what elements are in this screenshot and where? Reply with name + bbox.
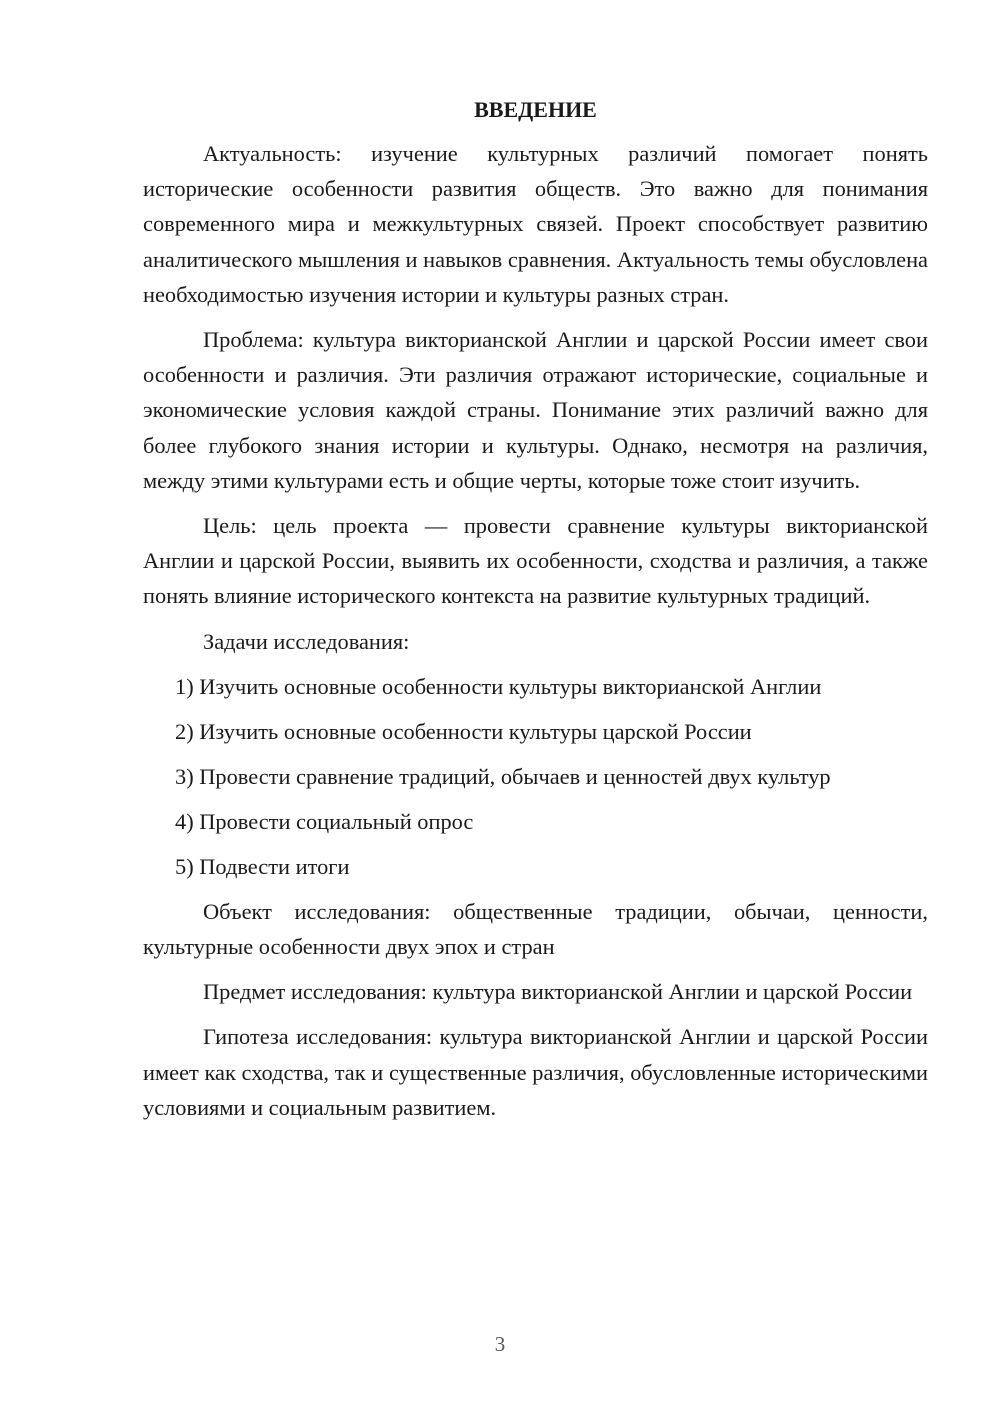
tasks-list bbox=[143, 669, 928, 884]
subject-paragraph: Предмет исследования: культура викторианской Англии и царской России bbox=[203, 979, 913, 1005]
object-paragraph: Объект исследования: общественные традиции, обычаи, ценности, культурные особенности двух эпох и стран bbox=[143, 898, 928, 960]
page-number: 3 bbox=[494, 1332, 506, 1356]
list-item: 5) Подвести итоги bbox=[175, 853, 350, 879]
hypothesis-paragraph: Гипотеза исследования: культура викторианской Англии и царской России имеет как сходства, так и существенные различия, обусловленные историческими условиями и социальным развитием. bbox=[143, 1024, 928, 1120]
list-item: 1) Изучить основные особенности культуры викторианской Англии bbox=[175, 673, 822, 699]
relevance-paragraph: Актуальность: изучение культурных различий помогает понять исторические особенности развития обществ. Это важно для понимания современного мира и межкультурных связей. Проект способствует развитию аналитического мышления и навыков сравнения. Актуальность темы обусловлена необходимостью изучения истории и культуры разных стран. bbox=[143, 141, 928, 307]
tasks-heading: Задачи исследования: bbox=[203, 628, 410, 654]
document-page bbox=[143, 92, 928, 1135]
list-item: 4) Провести социальный опрос bbox=[175, 808, 474, 834]
list-item: 2) Изучить основные особенности культуры царской России bbox=[175, 718, 752, 744]
problem-paragraph: Проблема: культура викторианской Англии и царской России имеет свои особенности и различия. Эти различия отражают исторические, социальные и экономические условия каждой страны. Понимание этих различий важно для более глубокого знания истории и культуры. Однако, несмотря на различия, между этими культурами есть и общие черты, которые тоже стоит изучить. bbox=[143, 327, 928, 493]
list-item: 3) Провести сравнение традиций, обычаев и ценностей двух культур bbox=[175, 763, 831, 789]
page-title: ВВЕДЕНИЕ bbox=[474, 97, 597, 122]
goal-paragraph: Цель: цель проекта — провести сравнение культуры викторианской Англии и царской России, выявить их особенности, сходства и различия, а также понять влияние исторического контекста на развитие культурных традиций. bbox=[143, 513, 928, 609]
